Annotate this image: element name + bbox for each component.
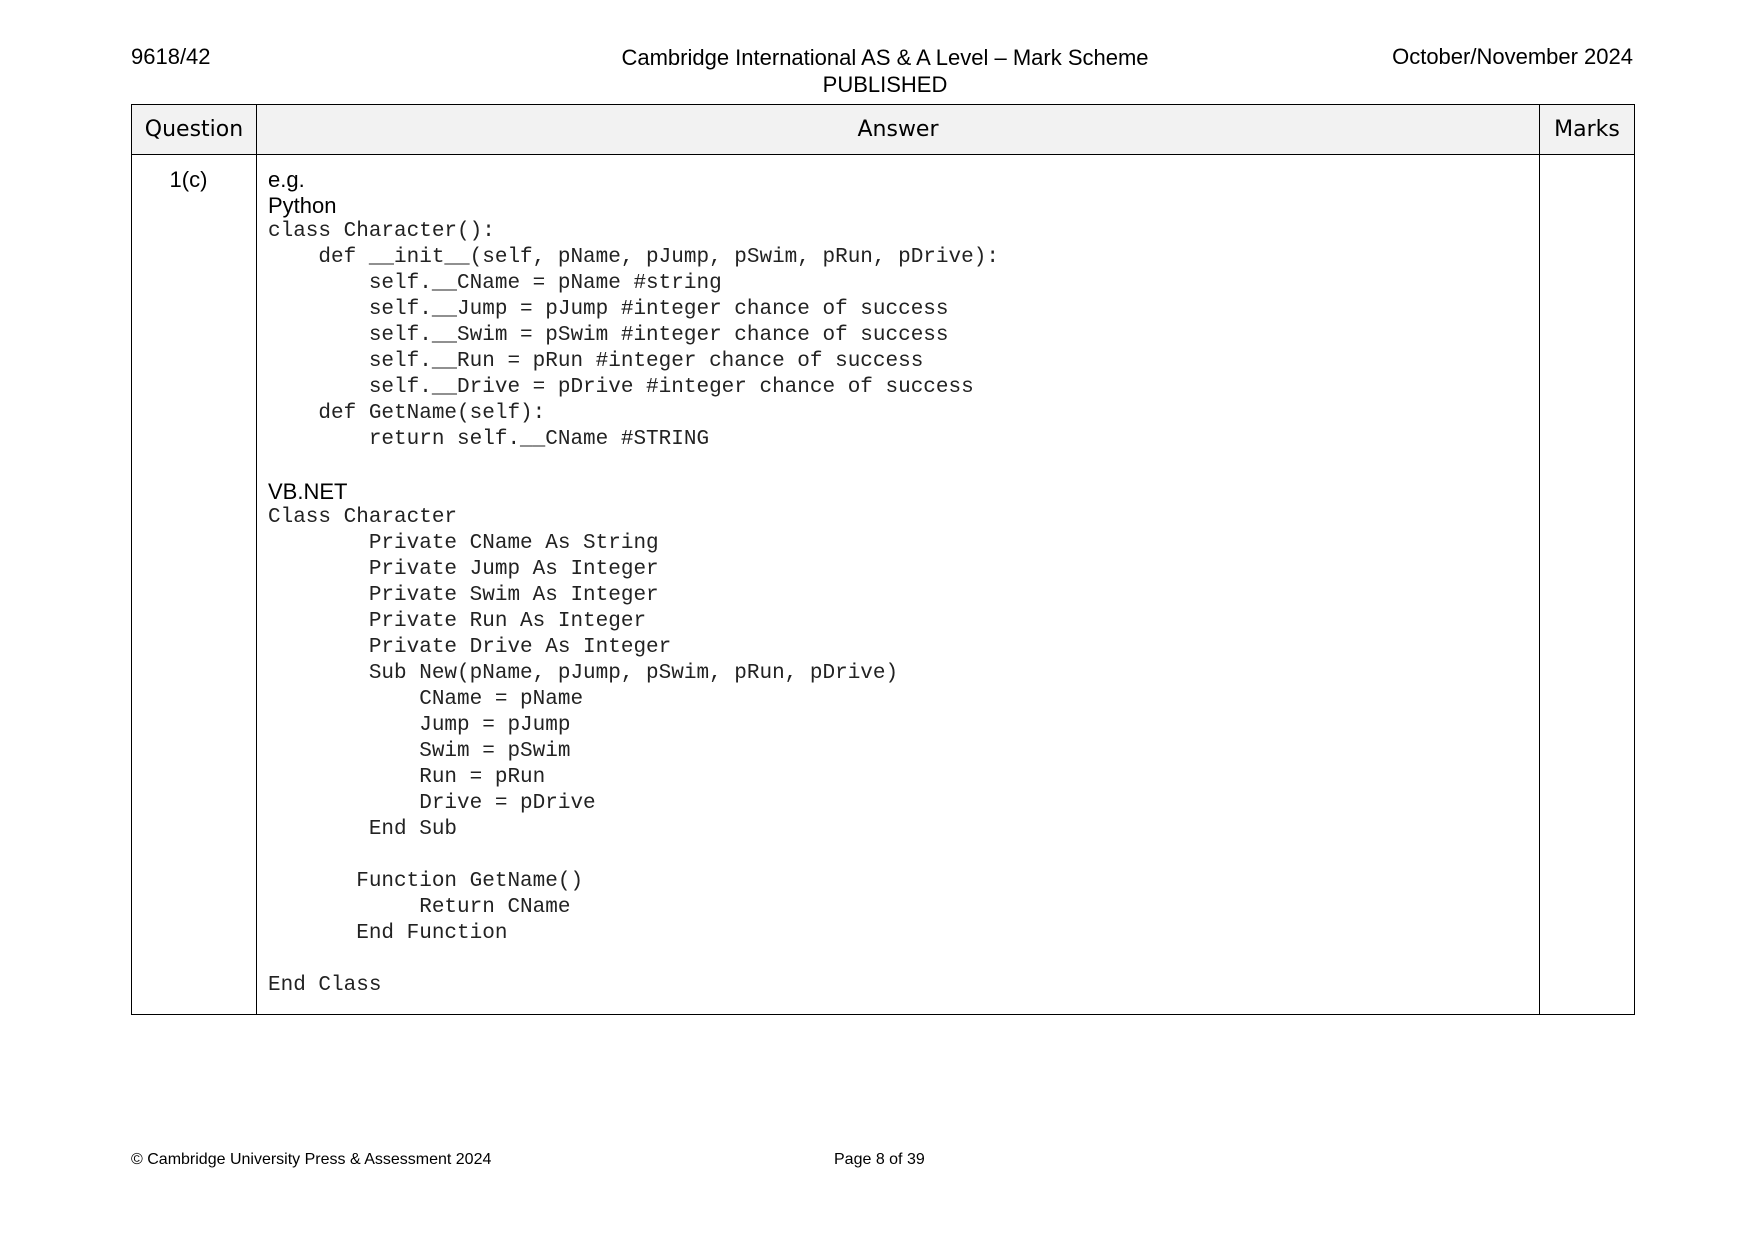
page-number: Page 8 of 39 — [834, 1151, 925, 1168]
paper-code: 9618/42 — [131, 44, 211, 69]
question-number: 1(c) — [132, 155, 257, 1015]
vbnet-label: VB.NET — [268, 479, 348, 504]
marks-cell — [1540, 155, 1635, 1015]
copyright-notice: © Cambridge University Press & Assessment 2024 — [131, 1151, 492, 1168]
table-header-row — [132, 105, 1635, 155]
vbnet-code-block: Class Character Private CName As String Private Jump As Integer Private Swim As Integer Private Run As Integer Private Drive As Integer Sub New(pName, pJump, pSwim, pRun, pDrive) CName = pName Jump = pJump Swim = pSwim Run = pRun Drive = pDrive End Sub Function GetName() Return CName End Function End Class — [268, 506, 899, 997]
answer-column-header: Answer — [257, 105, 1540, 155]
mark-scheme-table — [131, 104, 1635, 1015]
mark-scheme-title: Cambridge International AS & A Level – Mark Scheme — [621, 45, 1149, 70]
spacer — [268, 453, 1529, 479]
example-label: e.g. — [268, 167, 305, 192]
answer-cell — [257, 155, 1540, 1015]
python-code-block: class Character(): def __init__(self, pName, pJump, pSwim, pRun, pDrive): self.__CName = pName #string self.__Jump = pJump #integer chance of success self.__Swim = pSwim #integer chance of success self.__Run = pRun #integer chance of success self.__Drive = pDrive #integer chance of success def GetName(self): return self.__CName #STRING — [268, 220, 999, 451]
table-row — [132, 155, 1635, 1015]
marks-column-header: Marks — [1540, 105, 1635, 155]
question-column-header: Question — [132, 105, 257, 155]
python-label: Python — [268, 193, 337, 218]
exam-session: October/November 2024 — [1392, 44, 1633, 69]
published-label: PUBLISHED — [822, 72, 948, 97]
